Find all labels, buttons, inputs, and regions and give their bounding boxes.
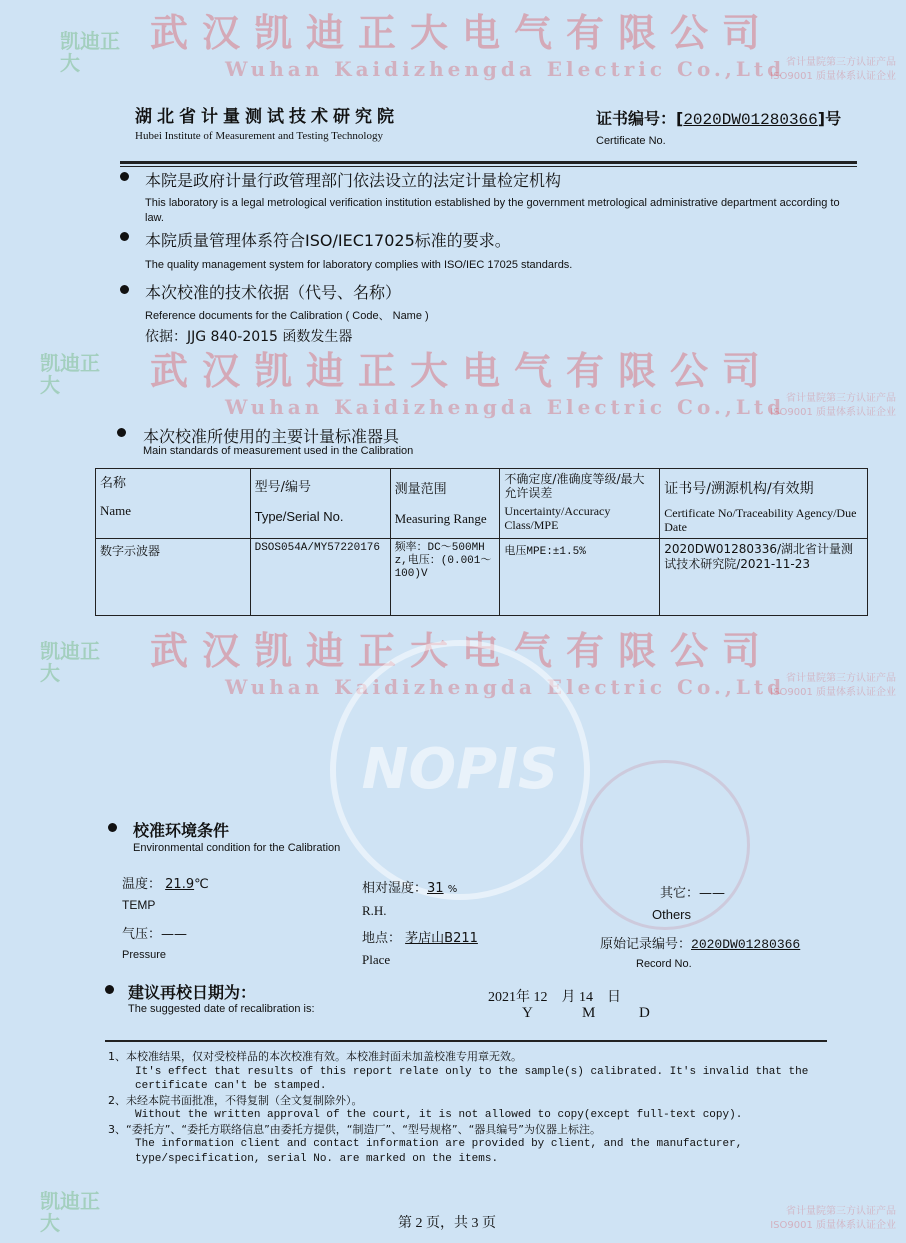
watermark-cert: 省计量院第三方认证产品 ISO9001 质量体系认证企业 (770, 673, 896, 698)
table-header-row (96, 469, 868, 539)
day-label: D (639, 1005, 650, 1021)
bullet-icon (120, 285, 129, 294)
header-rule (120, 166, 857, 167)
rh-label-en: R.H. (362, 903, 387, 918)
watermark-cert: 省计量院第三方认证产品 ISO9001 质量体系认证企业 (770, 57, 896, 82)
statement-cn: 本院是政府计量行政管理部门依法设立的法定计量检定机构 (145, 171, 562, 190)
pressure: 气压：—— (122, 927, 188, 942)
recal-date: 2021年 12 月 14 日 (488, 990, 621, 1005)
standards-title-cn: 本次校准所使用的主要计量标准器具 (143, 427, 400, 446)
cell-mpe: 电压MPE:±1.5% (500, 539, 660, 616)
bullet-icon (117, 428, 126, 437)
header-cell: 名称 Name (96, 469, 251, 539)
bullet-icon (108, 823, 117, 832)
standards-table (95, 468, 868, 616)
header-cell: 不确定度/准确度等级/最大允许误差 Uncertainty/Accuracy Class/MPE (500, 469, 660, 539)
page-number: 第 2 页，共 3 页 (398, 1216, 496, 1231)
note-cn: 2、未经本院书面批准，不得复制（全文复制除外）。 (108, 1093, 363, 1107)
notes (108, 1050, 823, 1166)
watermark-company-en: Wuhan Kaidizhengda Electric Co.,Ltd (225, 57, 786, 81)
note-en: The information client and contact information are provided by client, and the manufacturer, type/specification, serial No. are marked on the items. (135, 1138, 743, 1165)
note-en: It's effect that results of this report relate only to the sample(s) calibrated. It's invalid that the certificate can't be stamped. (135, 1065, 809, 1092)
notes-rule (105, 1040, 827, 1042)
watermark-logo: 凯迪正大 (40, 351, 100, 397)
red-stamp (580, 760, 750, 930)
note-cn: 3、“委托方”、“委托方联络信息”由委托方提供，“制造厂”、“型号规格”、“器具编号”为仪器上标注。 (108, 1122, 601, 1136)
institute-name-en: Hubei Institute of Measurement and Testing Technology (135, 130, 383, 142)
others-label-en: Others (652, 907, 692, 922)
cell-certificate: 2020DW01280336/湖北省计量测试技术研究院/2021-11-23 (660, 539, 868, 616)
pressure-label-en: Pressure (122, 949, 167, 961)
bullet-icon (120, 232, 129, 241)
nopis-seal: NOPIS (330, 640, 590, 900)
statement-cn: 本院质量管理体系符合ISO/IEC17025标准的要求。 (145, 231, 511, 250)
institute-name-cn: 湖北省计量测试技术研究院 (135, 107, 399, 127)
cert-label-en: Certificate No. (596, 135, 666, 147)
bullet-icon (120, 172, 129, 181)
others: 其它：—— (660, 886, 726, 901)
watermark-company-cn: 武汉凯迪正大电气有限公司 (150, 10, 775, 55)
cell-name: 数字示波器 (96, 539, 251, 616)
note-en: Without the written approval of the court, it is not allowed to copy(except full-text copy). (135, 1109, 743, 1121)
recal-title-en: The suggested date of recalibration is: (128, 1003, 315, 1015)
environment-title-en: Environmental condition for the Calibration (133, 842, 341, 854)
month-label: M (582, 1005, 596, 1021)
header-cell: 型号/编号 Type/Serial No. (250, 469, 390, 539)
statement-en: Reference documents for the Calibration ( Code、 Name ) (145, 310, 429, 322)
watermark-logo: 凯迪正大 (40, 1189, 100, 1235)
record-label-en: Record No. (636, 958, 692, 970)
note-cn: 1、本校准结果，仅对受校样品的本次校准有效。本校准封面未加盖校准专用章无效。 (108, 1050, 522, 1063)
record-number: 原始记录编号：2020DW01280366 (600, 937, 801, 952)
statement-cn: 本次校准的技术依据（代号、名称） (145, 283, 402, 302)
watermark-logo: 凯迪正大 (60, 29, 120, 75)
statement-en: The quality management system for laboratory complies with ISO/IEC 17025 standards. (145, 259, 573, 271)
watermark-cert: 省计量院第三方认证产品 ISO9001 质量体系认证企业 (770, 1206, 896, 1231)
table-row (96, 539, 868, 616)
recal-title-cn: 建议再校日期为： (128, 983, 257, 1002)
watermark-company-cn: 武汉凯迪正大电气有限公司 (150, 348, 775, 393)
standards-title-en: Main standards of measurement used in the Calibration (143, 445, 414, 457)
place: 地点： 茅店山B211 (362, 931, 478, 946)
bullet-icon (105, 985, 114, 994)
header-rule (120, 161, 857, 164)
temperature: 温度： 21.9℃ (122, 877, 209, 892)
cell-range: 频率：DC～500MHz,电压：(0.001～100)V (390, 539, 500, 616)
environment-title-cn: 校准环境条件 (133, 821, 230, 840)
watermark-company-cn: 武汉凯迪正大电气有限公司 (150, 628, 775, 673)
temp-label-en: TEMP (122, 898, 156, 912)
watermark-cert: 省计量院第三方认证产品 ISO9001 质量体系认证企业 (770, 393, 896, 418)
statement-en: This laboratory is a legal metrological verification institution established by the government metrological administrative department according to law. (145, 197, 840, 224)
reference-basis: 依据：JJG 840-2015 函数发生器 (145, 329, 353, 345)
certificate-number: 证书编号：[2020DW01280366]号 (596, 109, 842, 129)
place-label-en: Place (362, 952, 391, 967)
watermark-logo: 凯迪正大 (40, 639, 100, 685)
watermark-company-en: Wuhan Kaidizhengda Electric Co.,Ltd (225, 675, 786, 699)
watermark-company-en: Wuhan Kaidizhengda Electric Co.,Ltd (225, 395, 786, 419)
humidity: 相对湿度：31 % (362, 881, 458, 896)
header-cell: 证书号/溯源机构/有效期 Certificate No/Traceability Agency/Due Date (660, 469, 868, 539)
year-label: Y (522, 1005, 533, 1021)
cell-type: DSOS054A/MY57220176 (250, 539, 390, 616)
header-cell: 测量范围 Measuring Range (390, 469, 500, 539)
